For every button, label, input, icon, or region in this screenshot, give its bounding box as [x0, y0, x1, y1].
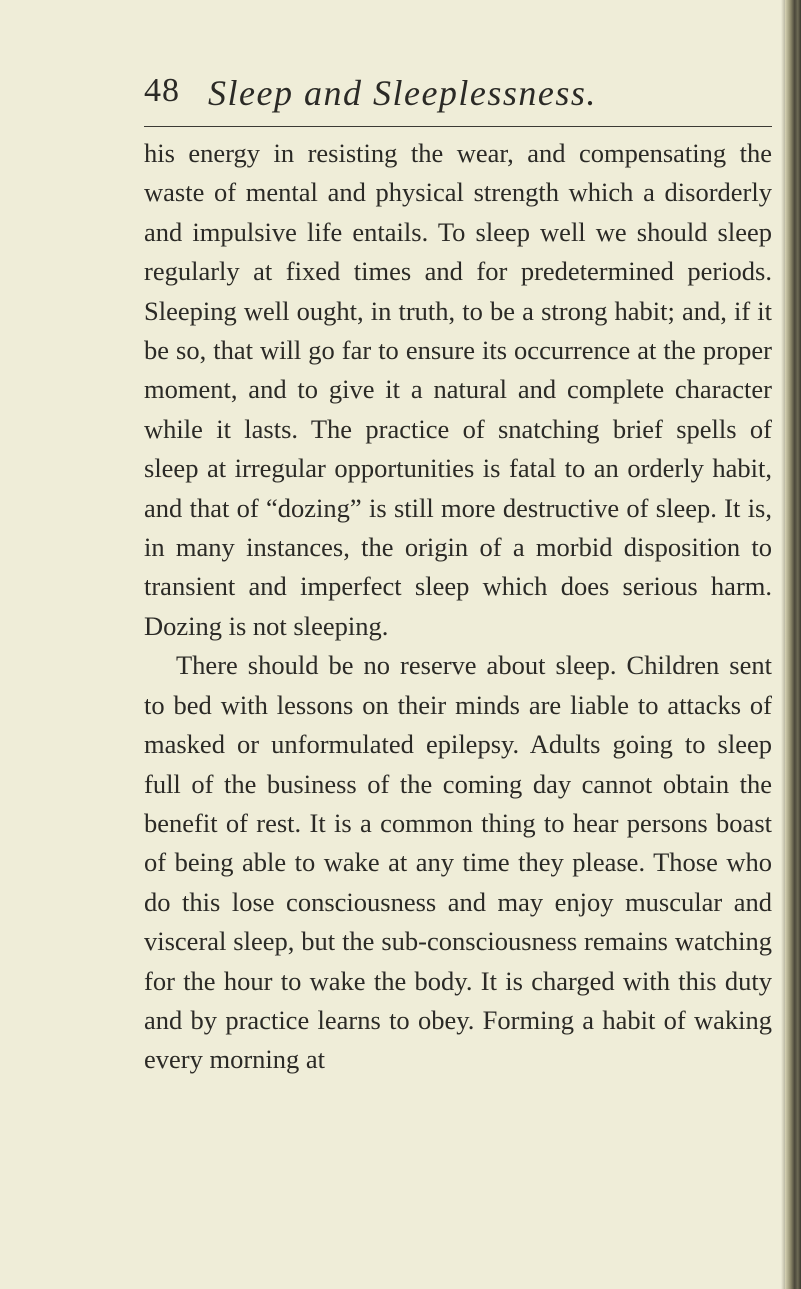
body-text [144, 134, 772, 1080]
header-rule [144, 126, 772, 127]
page-number: 48 [144, 72, 180, 109]
page-header [144, 68, 772, 128]
paragraph-2: There should be no reserve about sleep. Children sent to bed with lessons on their minds are liable to attacks of masked or unformulated epilepsy. Adults going to sleep full of the business of the coming day cannot obtain the benefit of rest. It is a common thing to hear persons boast of being able to wake at any time they please. Those who do this lose consciousness and may enjoy muscular and visceral sleep, but the sub-consciousness remains watching for the hour to wake the body. It is charged with this duty and by practice learns to obey. Forming a habit of waking every morning at [144, 650, 772, 1075]
paragraph-1: his energy in resisting the wear, and compensating the waste of mental and physical strength which a disorderly and impulsive life entails. To sleep well we should sleep regularly at fixed times and for predetermined periods. Sleeping well ought, in truth, to be a strong habit; and, if it be so, that will go far to ensure its occurrence at the proper moment, and to give it a natural and complete character while it lasts. The practice of snatching brief spells of sleep at irregular opportunities is fatal to an orderly habit, and that of “dozing” is still more destructive of sleep. It is, in many instances, the origin of a morbid disposition to transient and imperfect sleep which does serious harm. Dozing is not sleeping. [144, 138, 772, 641]
book-spine-edge [785, 0, 801, 1289]
running-title: Sleep and Sleeplessness. [208, 73, 597, 113]
